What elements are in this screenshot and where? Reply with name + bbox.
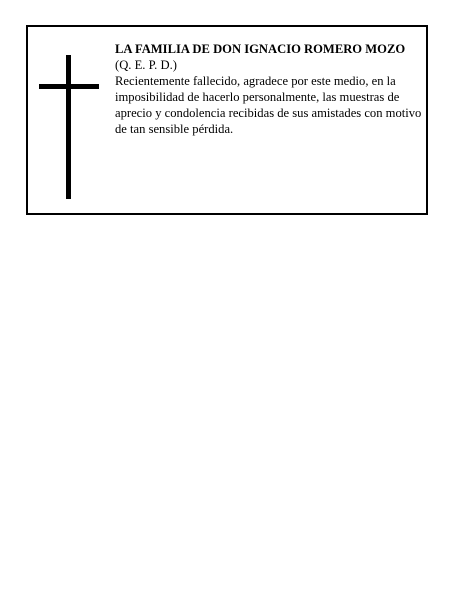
cross-horizontal-bar bbox=[39, 84, 99, 89]
rip-abbreviation: (Q. E. P. D.) bbox=[115, 58, 177, 72]
notice-body: Recientemente fallecido, agradece por este medio, en la imposibilidad de hacerlo personalmente, las muestras de aprecio y condolencia recibidas de sus amistades con motivo de tan sensible pérdida. bbox=[115, 74, 422, 136]
obituary-notice bbox=[26, 25, 428, 215]
cross-icon bbox=[39, 55, 99, 199]
notice-text bbox=[115, 41, 425, 137]
cross-vertical-bar bbox=[66, 55, 71, 199]
notice-title: LA FAMILIA DE DON IGNACIO ROMERO MOZO bbox=[115, 42, 406, 56]
